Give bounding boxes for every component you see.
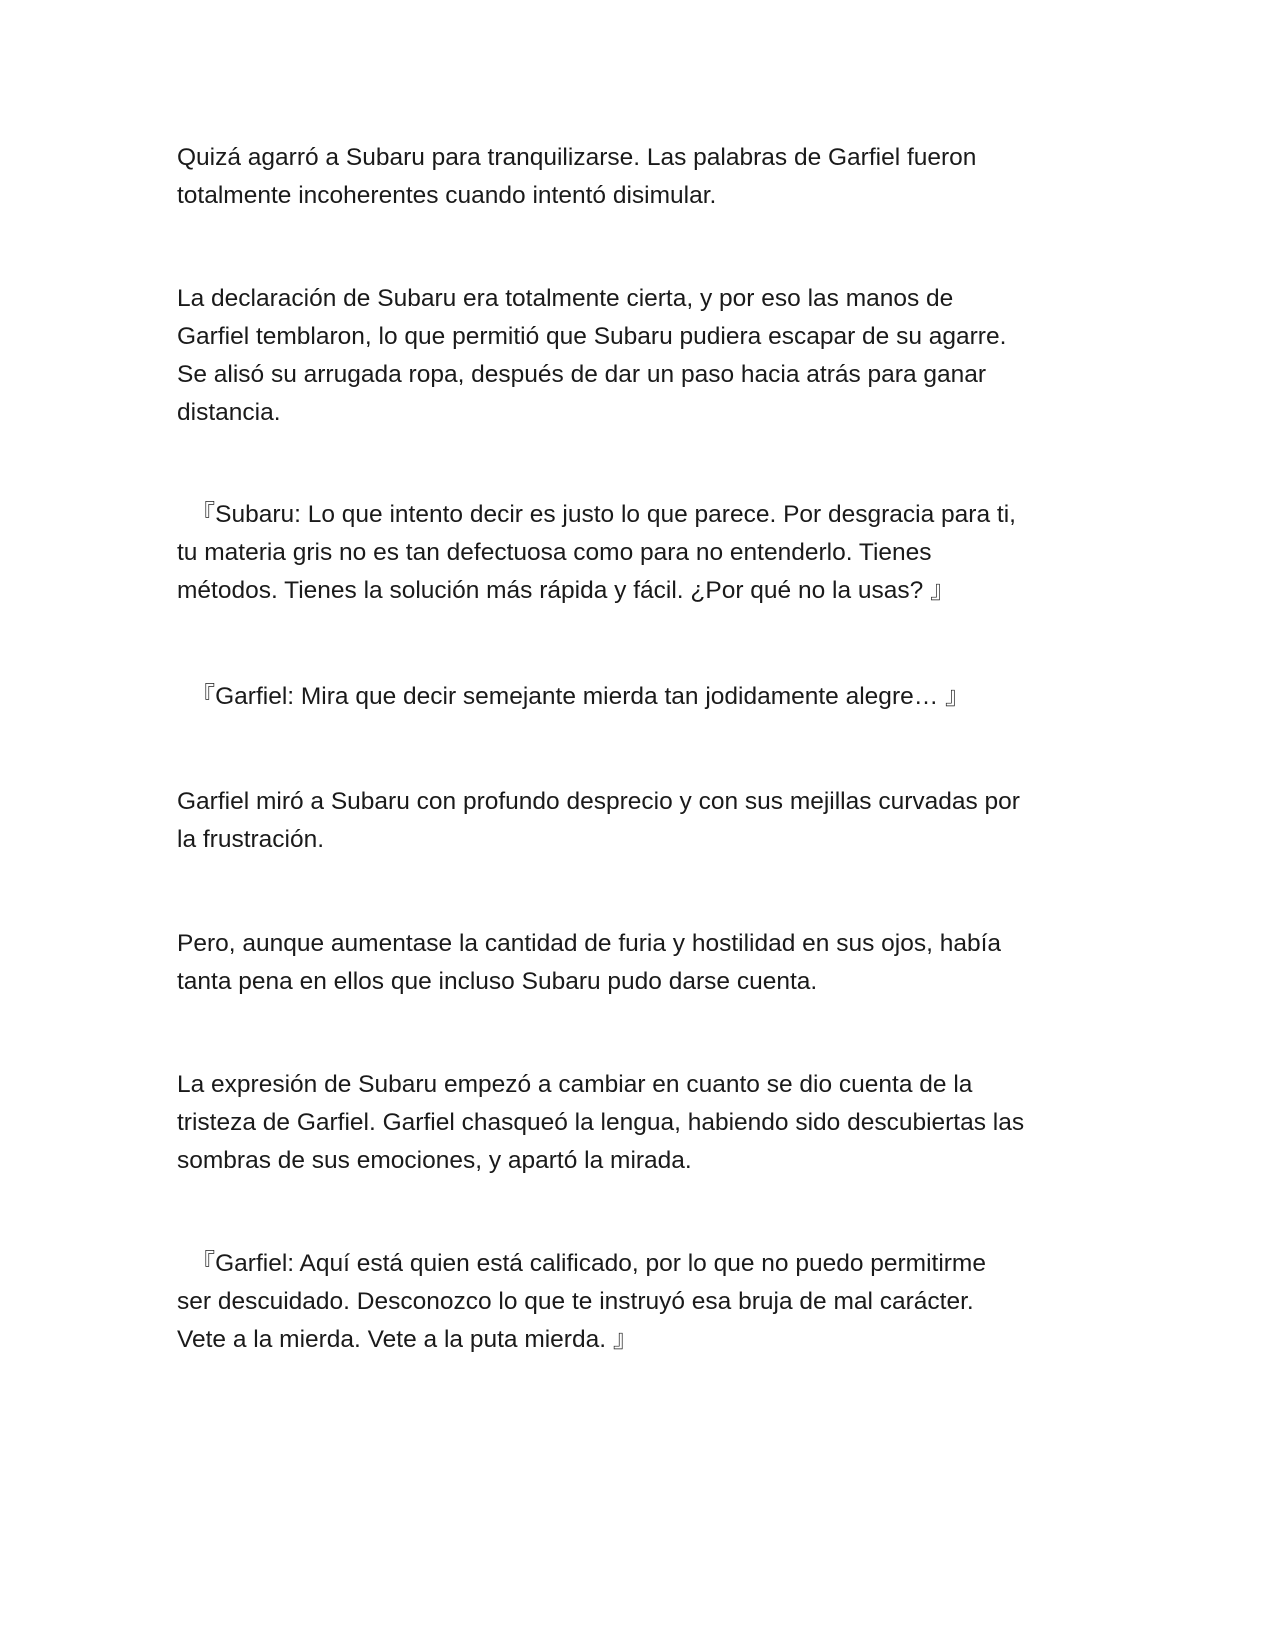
dialogue-line: 『Garfiel: Aquí está quien está calificado, por lo que no puedo permitirme: [177, 1250, 986, 1277]
dialogue-line: Vete a la mierda. Vete a la puta mierda. 』: [177, 1326, 638, 1353]
paragraph-line: la frustración.: [177, 826, 325, 853]
paragraph-line: Garfiel temblaron, lo que permitió que Subaru pudiera escapar de su agarre.: [177, 323, 1007, 350]
paragraph-line: Pero, aunque aumentase la cantidad de furia y hostilidad en sus ojos, había: [177, 930, 1002, 957]
paragraph-1: [177, 139, 1112, 215]
paragraph-line: La declaración de Subaru era totalmente cierta, y por eso las manos de: [177, 285, 954, 312]
paragraph-line: Se alisó su arrugada ropa, después de dar un paso hacia atrás para ganar: [177, 361, 987, 388]
paragraph-line: distancia.: [177, 399, 281, 426]
dialogue-line: ser descuidado. Desconozco lo que te instruyó esa bruja de mal carácter.: [177, 1288, 974, 1315]
paragraph-line: Quizá agarró a Subaru para tranquilizarse. Las palabras de Garfiel fueron: [177, 144, 977, 171]
paragraph-5: [177, 1066, 1112, 1180]
dialogue-garfiel-2: [177, 1245, 1112, 1359]
dialogue-line: métodos. Tienes la solución más rápida y fácil. ¿Por qué no la usas? 』: [177, 577, 955, 604]
dialogue-line: tu materia gris no es tan defectuosa como para no entenderlo. Tienes: [177, 539, 932, 566]
dialogue-line: 『Subaru: Lo que intento decir es justo lo que parece. Por desgracia para ti,: [177, 501, 1016, 528]
paragraph-line: tristeza de Garfiel. Garfiel chasqueó la lengua, habiendo sido descubiertas las: [177, 1109, 1025, 1136]
dialogue-subaru-1: [177, 496, 1112, 610]
paragraph-line: La expresión de Subaru empezó a cambiar en cuanto se dio cuenta de la: [177, 1071, 973, 1098]
paragraph-2: [177, 280, 1112, 432]
dialogue-garfiel-1: [177, 678, 1112, 716]
paragraph-4: [177, 925, 1112, 1001]
paragraph-line: tanta pena en ellos que incluso Subaru pudo darse cuenta.: [177, 968, 818, 995]
paragraph-line: Garfiel miró a Subaru con profundo desprecio y con sus mejillas curvadas por: [177, 788, 1020, 815]
paragraph-line: sombras de sus emociones, y apartó la mirada.: [177, 1147, 692, 1174]
paragraph-line: totalmente incoherentes cuando intentó disimular.: [177, 182, 717, 209]
paragraph-3: [177, 783, 1112, 859]
dialogue-line: 『Garfiel: Mira que decir semejante mierda tan jodidamente alegre… 』: [177, 683, 970, 710]
